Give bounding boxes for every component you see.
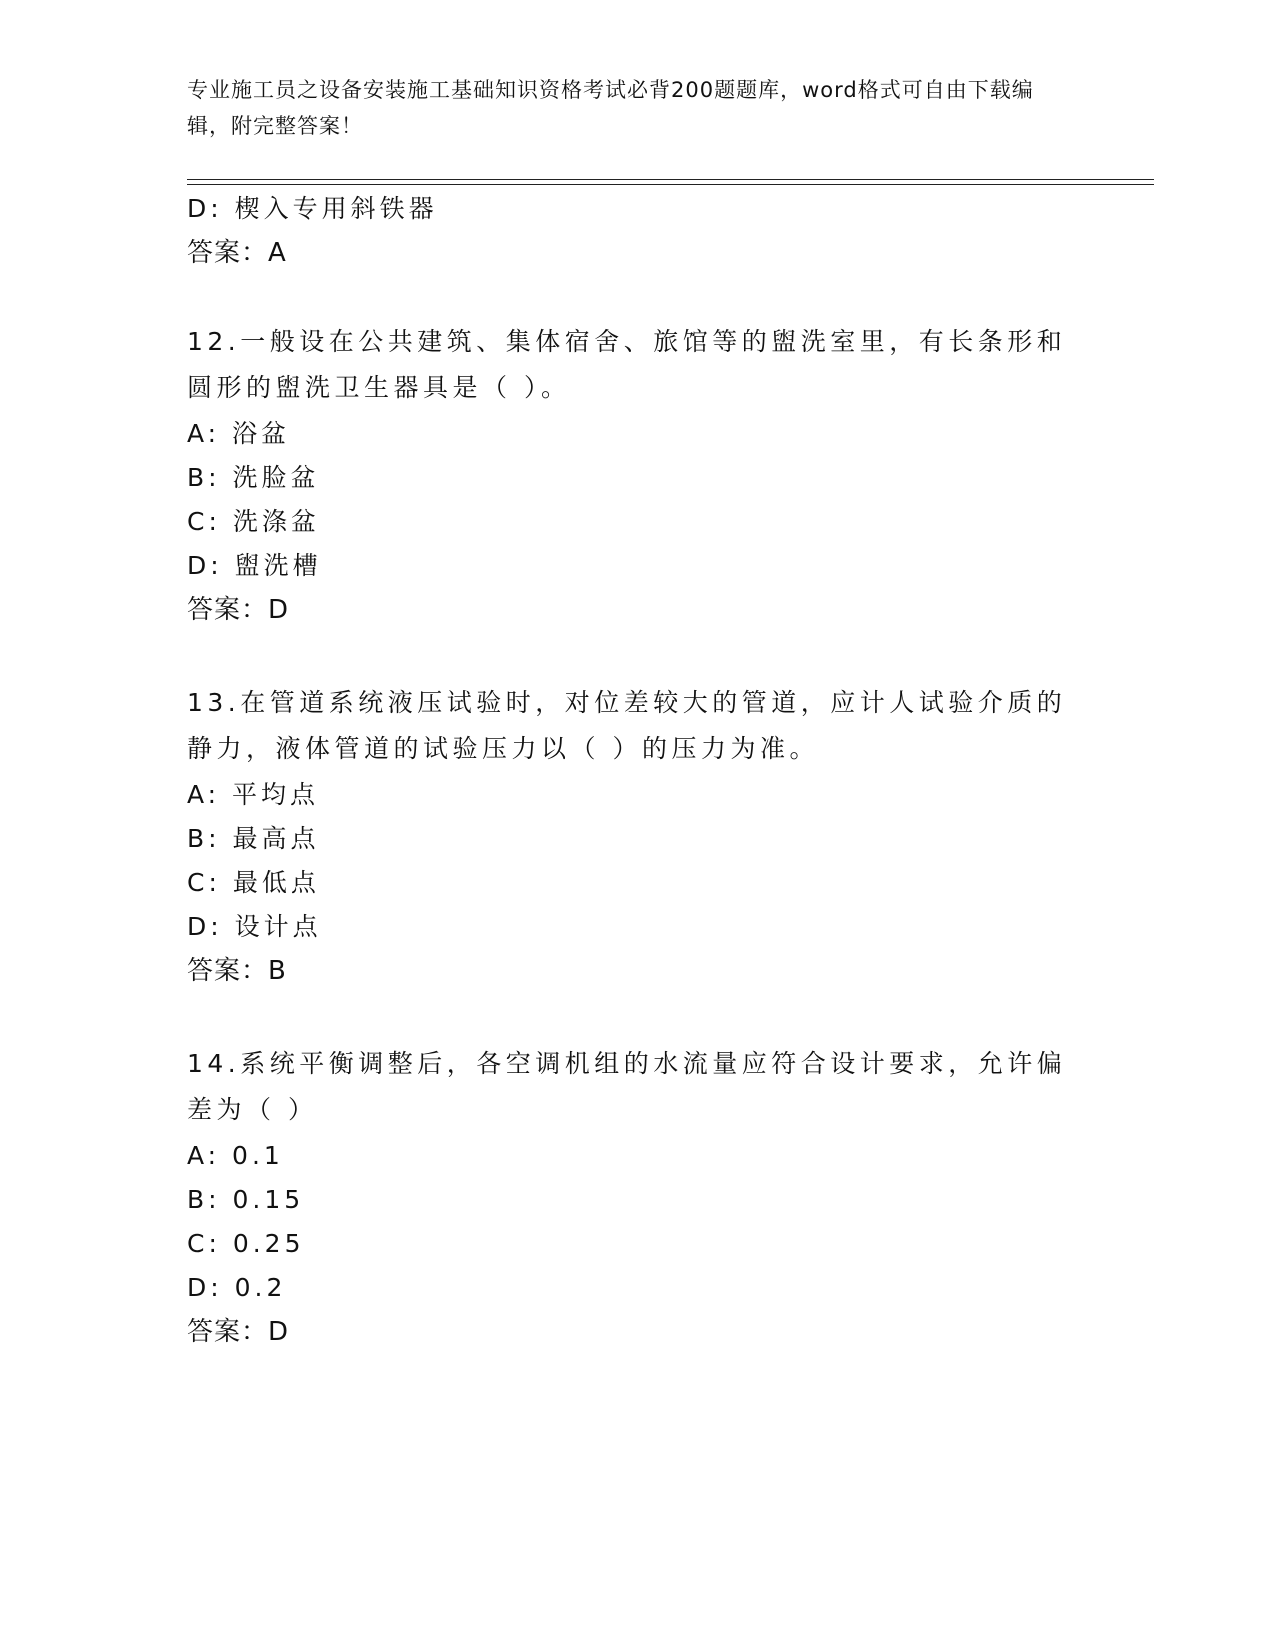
question-13-stem: 13.在管道系统液压试验时，对位差较大的管道，应计人试验介质的静力，液体管道的试验压力以（ ）的压力为准。: [187, 688, 1067, 763]
question-13-answer: 答案：B: [187, 956, 287, 986]
header-rule-top: [187, 179, 1154, 180]
question-14-option-a: A: 0.1: [187, 1141, 284, 1170]
question-13-option-d: D: 设计点: [187, 912, 322, 941]
question-12-stem: 12.一般设在公共建筑、集体宿舍、旅馆等的盥洗室里，有长条形和圆形的盥洗卫生器具是（ ）。: [187, 327, 1067, 402]
header-rule-bottom: [187, 184, 1154, 185]
prev-answer: 答案：A: [187, 238, 287, 268]
document-header: 专业施工员之设备安装施工基础知识资格考试必背200题题库，word格式可自由下载编辑，附完整答案！: [187, 78, 1034, 138]
question-13-option-b: B: 最高点: [187, 824, 320, 853]
question-14-answer: 答案：D: [187, 1317, 290, 1347]
question-13-option-a: A: 平均点: [187, 780, 320, 809]
question-12-option-a: A: 浴盆: [187, 419, 291, 448]
question-12-answer: 答案：D: [187, 595, 290, 625]
question-14-stem: 14.系统平衡调整后，各空调机组的水流量应符合设计要求，允许偏差为（ ）: [187, 1049, 1067, 1124]
question-14-option-b: B: 0.15: [187, 1185, 305, 1214]
question-12-option-c: C: 洗涤盆: [187, 507, 320, 536]
question-13-option-c: C: 最低点: [187, 868, 320, 897]
prev-option-d: D: 楔入专用斜铁器: [187, 194, 438, 223]
question-14-option-d: D: 0.2: [187, 1273, 287, 1302]
question-12-option-b: B: 洗脸盆: [187, 463, 320, 492]
question-12-option-d: D: 盥洗槽: [187, 551, 322, 580]
question-14-option-c: C: 0.25: [187, 1229, 305, 1258]
